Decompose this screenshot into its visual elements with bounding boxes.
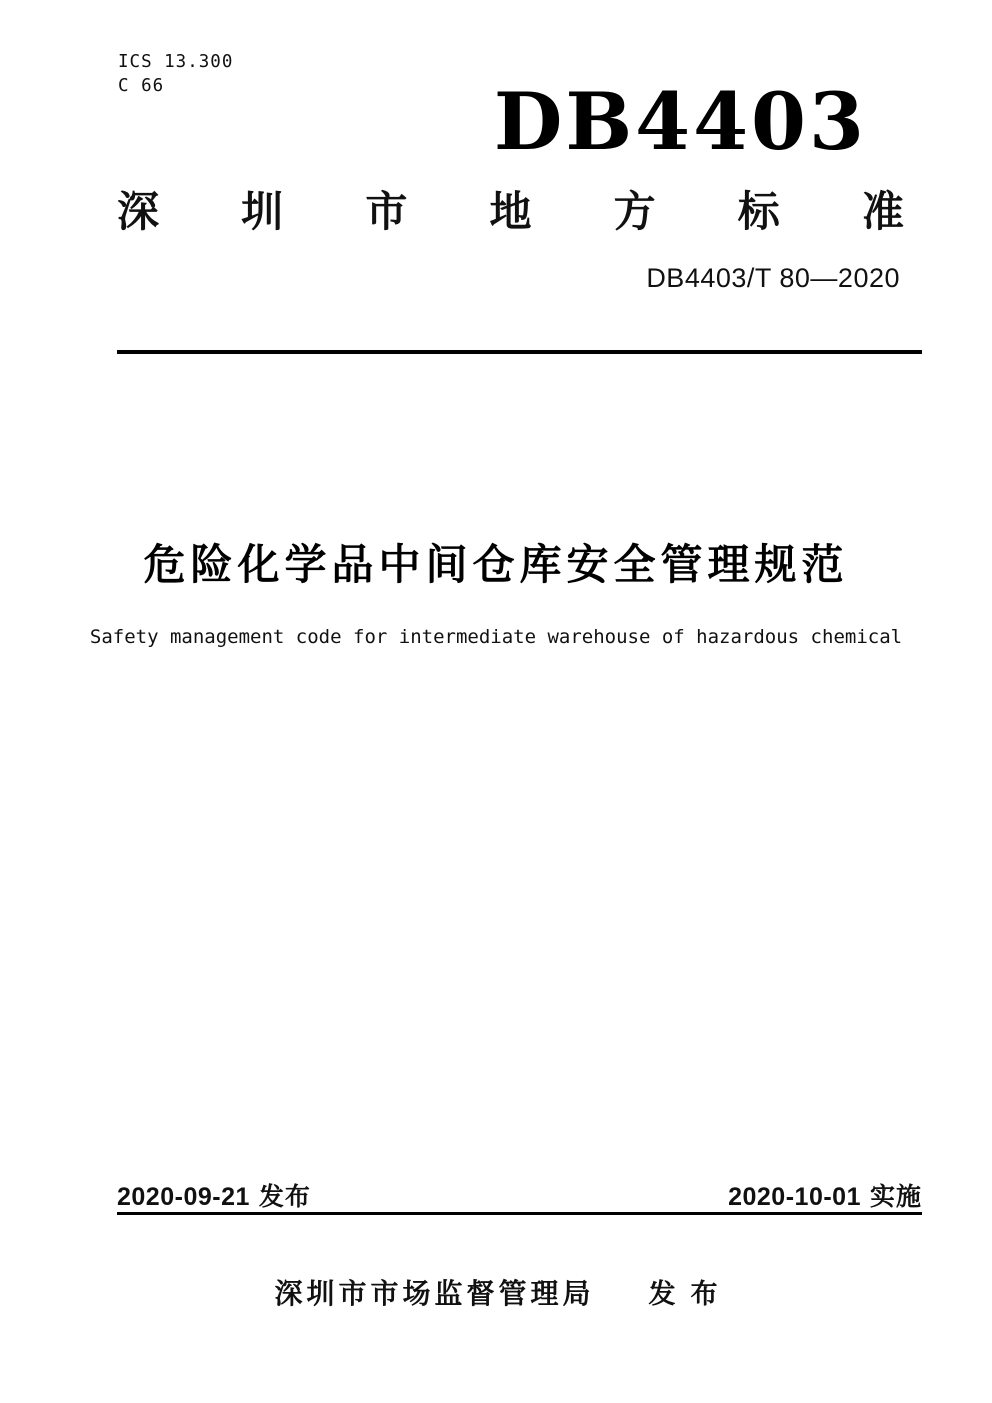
implement-label: 实施: [869, 1183, 922, 1211]
standard-category-char: 地: [489, 188, 532, 235]
document-title-cn: 危险化学品中间仓库安全管理规范: [143, 541, 849, 588]
publisher-name: 深圳市市场监督管理局: [274, 1278, 595, 1309]
header-rule: [117, 350, 922, 354]
standard-category-char: 市: [365, 188, 408, 235]
implement-date-group: [728, 1183, 922, 1211]
standard-category-char: 准: [861, 188, 904, 235]
dates-row: [117, 1183, 922, 1211]
standard-category-char: 深: [117, 188, 160, 235]
implement-date: 2020-10-01: [728, 1183, 861, 1211]
issue-label: 发布: [258, 1183, 311, 1211]
publish-action-label: 发布: [648, 1279, 733, 1309]
standard-category-line: [117, 189, 904, 235]
publisher-row: [0, 1277, 992, 1311]
ics-classification-block: [118, 50, 233, 98]
standard-category-char: 圳: [241, 188, 284, 235]
standard-code-logotype: DB4403: [493, 75, 867, 168]
standard-category-char: 方: [613, 188, 656, 235]
footer-rule: [117, 1212, 922, 1215]
standard-number: DB4403/T 80—2020: [646, 263, 900, 293]
standard-category-char: 标: [737, 188, 780, 235]
class-code: C 66: [118, 76, 165, 96]
ics-code: ICS 13.300: [118, 52, 234, 72]
document-title-en: Safety management code for intermediate warehouse of hazardous chemical: [89, 626, 903, 648]
issue-date-group: [117, 1183, 311, 1211]
issue-date: 2020-09-21: [117, 1183, 250, 1211]
